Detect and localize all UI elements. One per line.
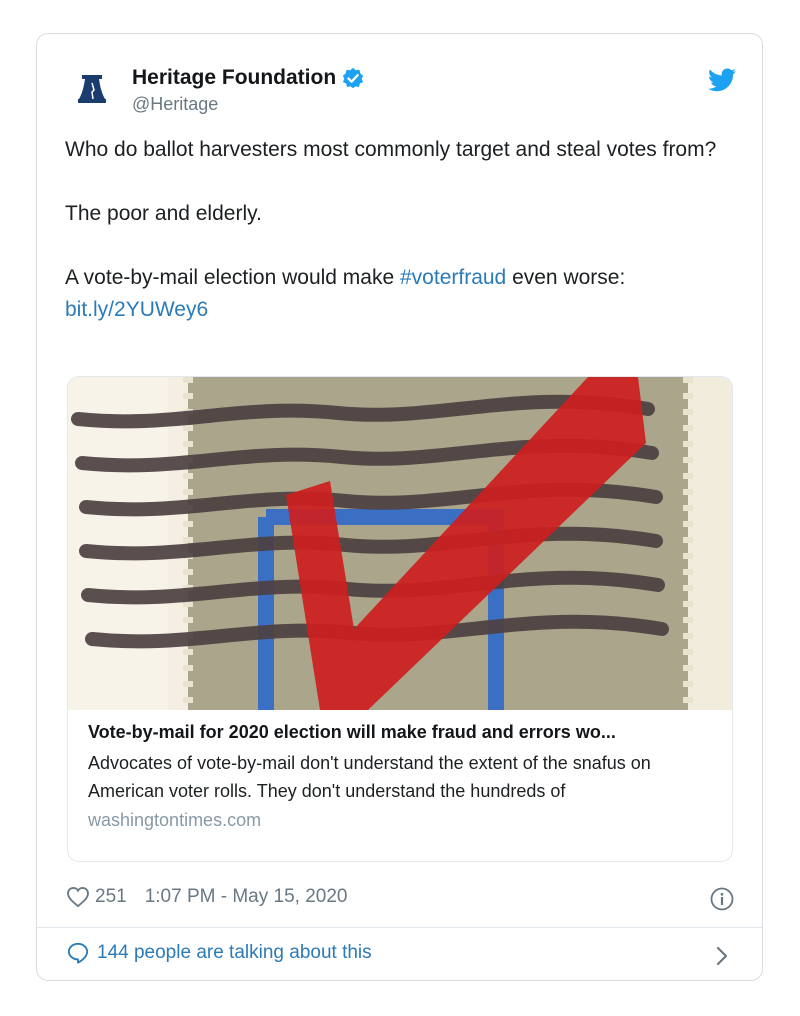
- author-name-row: [132, 66, 364, 90]
- ballot-stamp-illustration[interactable]: [68, 377, 733, 710]
- tweet-card: [36, 33, 763, 981]
- link-preview-domain[interactable]: washingtontimes.com: [88, 810, 262, 830]
- conversation-count-text[interactable]: 144 people are talking about this: [97, 942, 372, 963]
- tweet-line-2: The poor and elderly.: [65, 202, 262, 225]
- tweet-line-3-suffix: even worse:: [506, 266, 626, 289]
- link-preview-title[interactable]: Vote-by-mail for 2020 election will make fraud and errors wo...: [88, 722, 616, 742]
- heart-icon[interactable]: [67, 887, 89, 907]
- short-link[interactable]: bit.ly/2YUWey6: [65, 298, 209, 321]
- twitter-bird-icon[interactable]: [708, 68, 736, 92]
- link-preview-body: [88, 722, 718, 831]
- author-handle[interactable]: @Heritage: [132, 94, 219, 114]
- tweet-meta: [67, 886, 347, 908]
- tweet-text: [65, 134, 745, 326]
- like-count[interactable]: 251: [95, 886, 127, 907]
- author-name[interactable]: Heritage Foundation: [132, 66, 337, 89]
- link-preview-card[interactable]: [67, 376, 733, 862]
- speech-bubble-icon: [67, 942, 89, 964]
- tweet-timestamp[interactable]: 1:07 PM - May 15, 2020: [144, 886, 348, 907]
- footer-divider: [37, 927, 762, 928]
- tweet-line-1: Who do ballot harvesters most commonly target and steal votes from?: [65, 138, 717, 161]
- chevron-right-icon[interactable]: [715, 945, 729, 967]
- info-icon[interactable]: [710, 887, 734, 911]
- conversation-link[interactable]: [67, 942, 372, 964]
- verified-badge-icon: [342, 67, 364, 89]
- tweet-line-3: [65, 262, 745, 294]
- link-preview-description: Advocates of vote-by-mail don't understand the extent of the snafus on American voter rolls. They don't understand the hundreds of: [88, 753, 651, 801]
- tweet-line-3-prefix: A vote-by-mail election would make: [65, 266, 400, 289]
- liberty-bell-icon[interactable]: [73, 70, 111, 108]
- hashtag-link[interactable]: #voterfraud: [400, 266, 507, 289]
